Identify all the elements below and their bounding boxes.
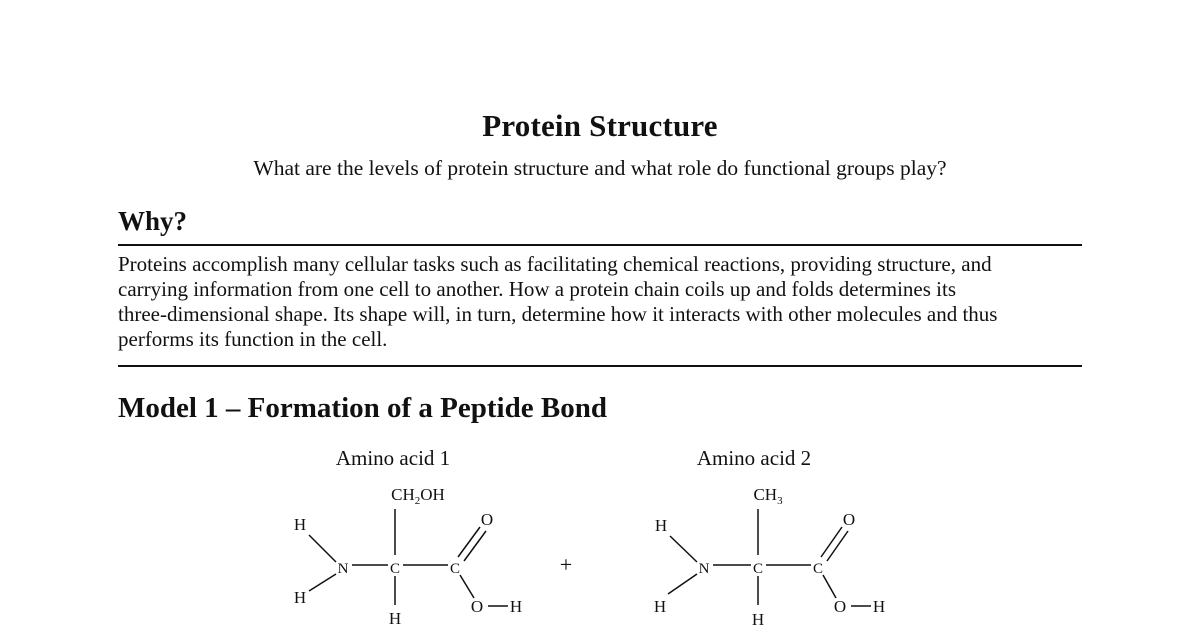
amine-hydrogen-top: H	[654, 516, 668, 535]
page-title: Protein Structure	[482, 108, 718, 143]
hydroxyl-oxygen: O	[470, 597, 484, 616]
why-line: carrying information from one cell to another. How a protein chain coils up and folds determines its	[118, 277, 957, 301]
carboxyl-carbon: C	[449, 561, 461, 577]
hydroxyl-oxygen: O	[833, 597, 847, 616]
carbonyl-oxygen: O	[480, 510, 494, 529]
plus-sign: +	[559, 552, 573, 577]
amino-acid-1-label: Amino acid 1	[335, 446, 451, 470]
alpha-carbon: C	[752, 561, 764, 577]
hydroxyl-hydrogen: H	[872, 597, 886, 616]
why-line: Proteins accomplish many cellular tasks such as facilitating chemical reactions, providing structure, and	[118, 252, 992, 276]
alpha-hydrogen: H	[751, 610, 765, 629]
why-line: performs its function in the cell.	[118, 327, 388, 351]
amino-acid-2	[654, 446, 885, 629]
alpha-hydrogen: H	[388, 609, 402, 628]
amino-acid-1	[294, 446, 522, 628]
why-heading: Why?	[118, 206, 188, 236]
nitrogen-atom: N	[337, 561, 349, 577]
amine-hydrogen-bottom: H	[293, 588, 307, 607]
why-line: three-dimensional shape. Its shape will, in turn, determine how it interacts with other molecules and thus	[118, 302, 998, 326]
side-chain-label: $CH_3$	[753, 485, 783, 507]
carboxyl-carbon: C	[812, 561, 824, 577]
side-chain-label: $CH_2OH$	[391, 485, 445, 507]
page-subtitle: What are the levels of protein structure and what role do functional groups play?	[253, 156, 947, 180]
amino-acid-2-label: Amino acid 2	[696, 446, 812, 470]
alpha-carbon: C	[389, 561, 401, 577]
hydroxyl-hydrogen: H	[509, 597, 523, 616]
amine-hydrogen-bottom: H	[653, 597, 667, 616]
nitrogen-atom: N	[698, 561, 710, 577]
amine-hydrogen-top: H	[293, 515, 307, 534]
model-heading: Model 1 – Formation of a Peptide Bond	[118, 392, 607, 424]
carbonyl-oxygen: O	[842, 510, 856, 529]
